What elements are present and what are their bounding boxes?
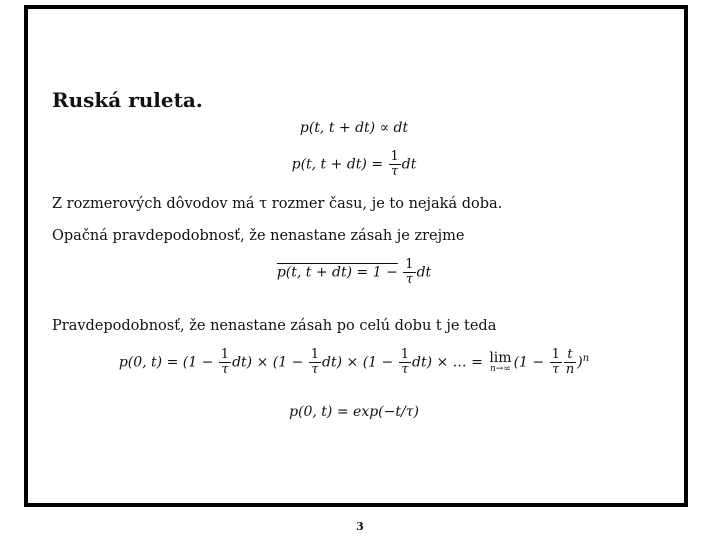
fraction-denominator: τ xyxy=(403,272,415,287)
fraction-one-over-tau xyxy=(219,348,231,377)
equation-part: dt) × (1 − xyxy=(232,354,304,371)
limit-label: lim xyxy=(489,349,512,366)
paragraph-opposite-probability: Opačná pravdepodobnosť, že nenastane zásah je zrejme xyxy=(52,228,465,244)
equation-part: (1 − xyxy=(513,354,545,371)
slide-frame xyxy=(24,5,688,507)
fraction-t-over-n xyxy=(564,348,576,377)
fraction-one-over-tau xyxy=(389,150,401,179)
fraction-numerator: t xyxy=(567,347,573,362)
fraction-denominator: τ xyxy=(219,362,231,377)
equation-lhs: p(t, t + dt) = 1 − xyxy=(276,264,398,281)
paragraph-dimension: Z rozmerových dôvodov má τ rozmer času, je to nejaká doba. xyxy=(52,196,503,212)
fraction-numerator: 1 xyxy=(400,347,409,362)
fraction-one-over-tau xyxy=(550,348,562,377)
equation-complement xyxy=(26,258,682,287)
equation-lhs: p(t, t + dt) = xyxy=(291,156,384,173)
fraction-denominator: τ xyxy=(550,362,562,377)
fraction-numerator: 1 xyxy=(390,149,399,164)
equation-rhs: dt xyxy=(416,264,432,281)
fraction-numerator: 1 xyxy=(551,347,560,362)
equation-product-limit xyxy=(26,348,682,377)
fraction-denominator: τ xyxy=(389,164,401,179)
equation-part: dt) × (1 − xyxy=(322,354,394,371)
fraction-denominator: τ xyxy=(399,362,411,377)
equation-rhs: dt xyxy=(401,156,417,173)
fraction-numerator: 1 xyxy=(310,347,320,362)
exponent: n xyxy=(582,352,590,364)
fraction-one-over-tau xyxy=(399,348,411,377)
equation-proportional: p(t, t + dt) ∝ dt xyxy=(299,120,409,136)
limit-operator xyxy=(489,351,511,375)
fraction-numerator: 1 xyxy=(405,257,414,272)
paragraph-whole-duration: Pravdepodobnosť, že nenastane zásah po celú dobu t je teda xyxy=(52,318,497,334)
page-number: 3 xyxy=(356,520,364,533)
fraction-denominator: τ xyxy=(309,362,321,377)
limit-subscript: n→∞ xyxy=(490,363,511,374)
fraction-denominator: n xyxy=(565,361,575,377)
fraction-numerator: 1 xyxy=(220,347,230,362)
equation-part: p(0, t) = (1 − xyxy=(118,354,214,371)
equation-part: ) xyxy=(577,354,583,371)
equation-probability xyxy=(26,150,682,179)
slide-title: Ruská ruleta. xyxy=(52,88,203,112)
fraction-one-over-tau xyxy=(403,258,415,287)
fraction-one-over-tau xyxy=(309,348,321,377)
equation-exponential: p(0, t) = exp(−t/τ) xyxy=(289,404,419,420)
equation-part: dt) × … = xyxy=(412,354,483,371)
